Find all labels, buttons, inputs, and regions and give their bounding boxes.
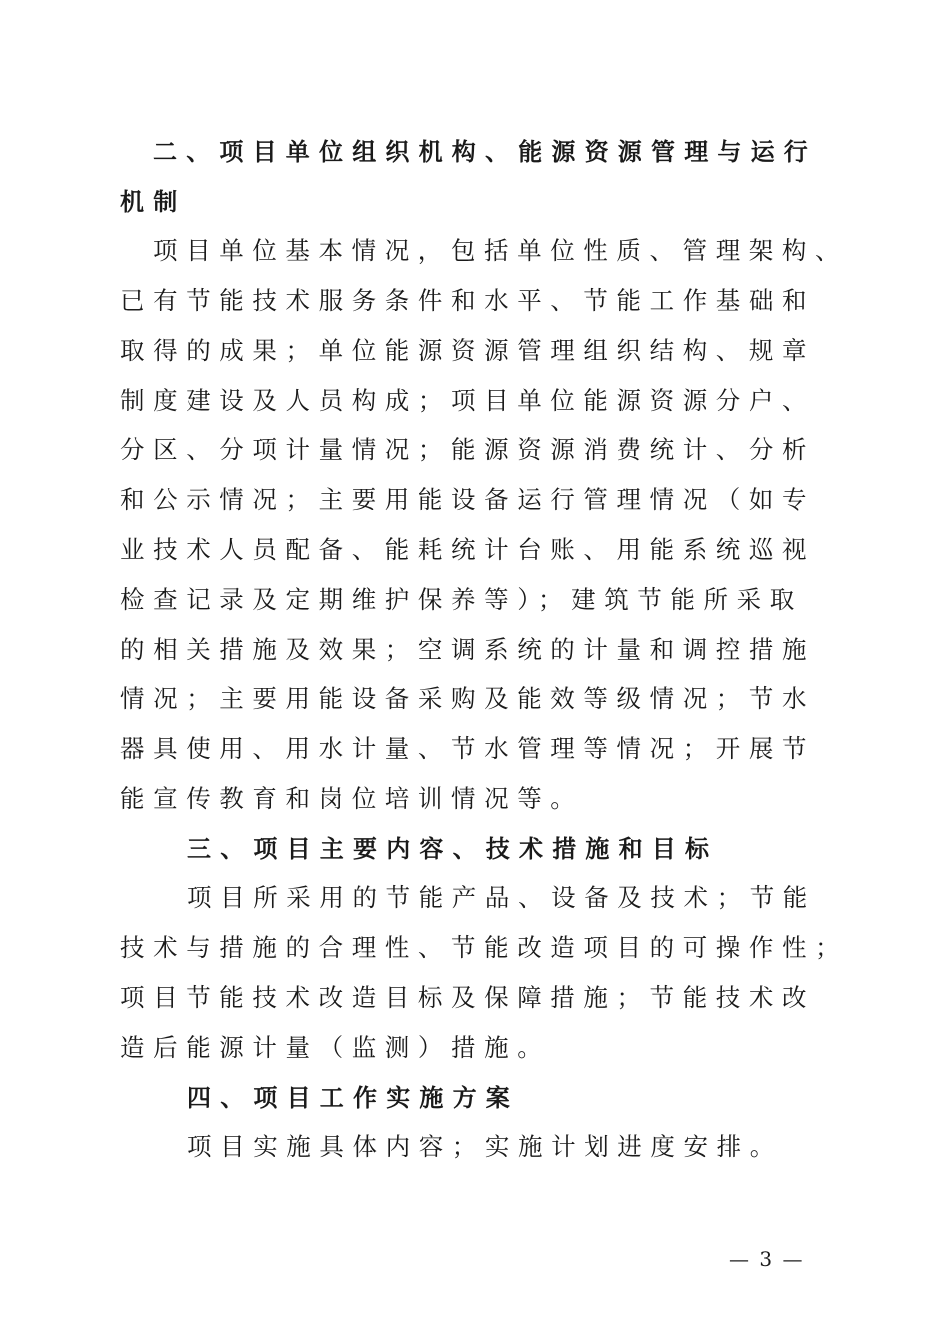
section-2-paragraph-line: 情况；主要用能设备采购及能效等级情况；节水 (120, 684, 816, 713)
section-2-heading-line-1: 二、项目单位组织机构、能源资源管理与运行 (153, 138, 817, 166)
section-3-paragraph-line: 造后能源计量（监测）措施。 (120, 1033, 551, 1062)
section-2-paragraph-line: 的相关措施及效果；空调系统的计量和调控措施 (120, 635, 816, 664)
section-2-paragraph-line: 检查记录及定期维护保养等）；建筑节能所采取 (120, 585, 803, 614)
section-3-paragraph-line: 项目所采用的节能产品、设备及技术；节能 (187, 883, 816, 912)
section-3-paragraph-line: 技术与措施的合理性、节能改造项目的可操作性； (120, 933, 849, 962)
section-2-heading-line-2: 机制 (120, 188, 187, 216)
section-4-paragraph-line: 项目实施具体内容；实施计划进度安排。 (187, 1132, 783, 1161)
section-2-paragraph-line: 分区、分项计量情况；能源资源消费统计、分析 (120, 435, 816, 464)
section-3-heading: 三、项目主要内容、技术措施和目标 (187, 835, 719, 863)
section-2-paragraph-line: 项目单位基本情况，包括单位性质、管理架构、 (153, 236, 849, 265)
section-2-paragraph-line: 取得的成果；单位能源资源管理组织结构、规章 (120, 336, 816, 365)
section-4-heading: 四、项目工作实施方案 (187, 1084, 519, 1112)
section-2-paragraph-line: 和公示情况；主要用能设备运行管理情况（如专 (120, 485, 816, 514)
section-2-paragraph-line: 制度建设及人员构成；项目单位能源资源分户、 (120, 386, 816, 415)
section-2-paragraph-line: 已有节能技术服务条件和水平、节能工作基础和 (120, 286, 816, 315)
page-number: — 3 — (729, 1247, 805, 1271)
section-3-paragraph-line: 项目节能技术改造目标及保障措施；节能技术改 (120, 983, 816, 1012)
section-2-paragraph-line: 能宣传教育和岗位培训情况等。 (120, 784, 584, 813)
section-2-paragraph-line: 器具使用、用水计量、节水管理等情况；开展节 (120, 734, 816, 763)
section-2-paragraph-line: 业技术人员配备、能耗统计台账、用能系统巡视 (120, 535, 816, 564)
